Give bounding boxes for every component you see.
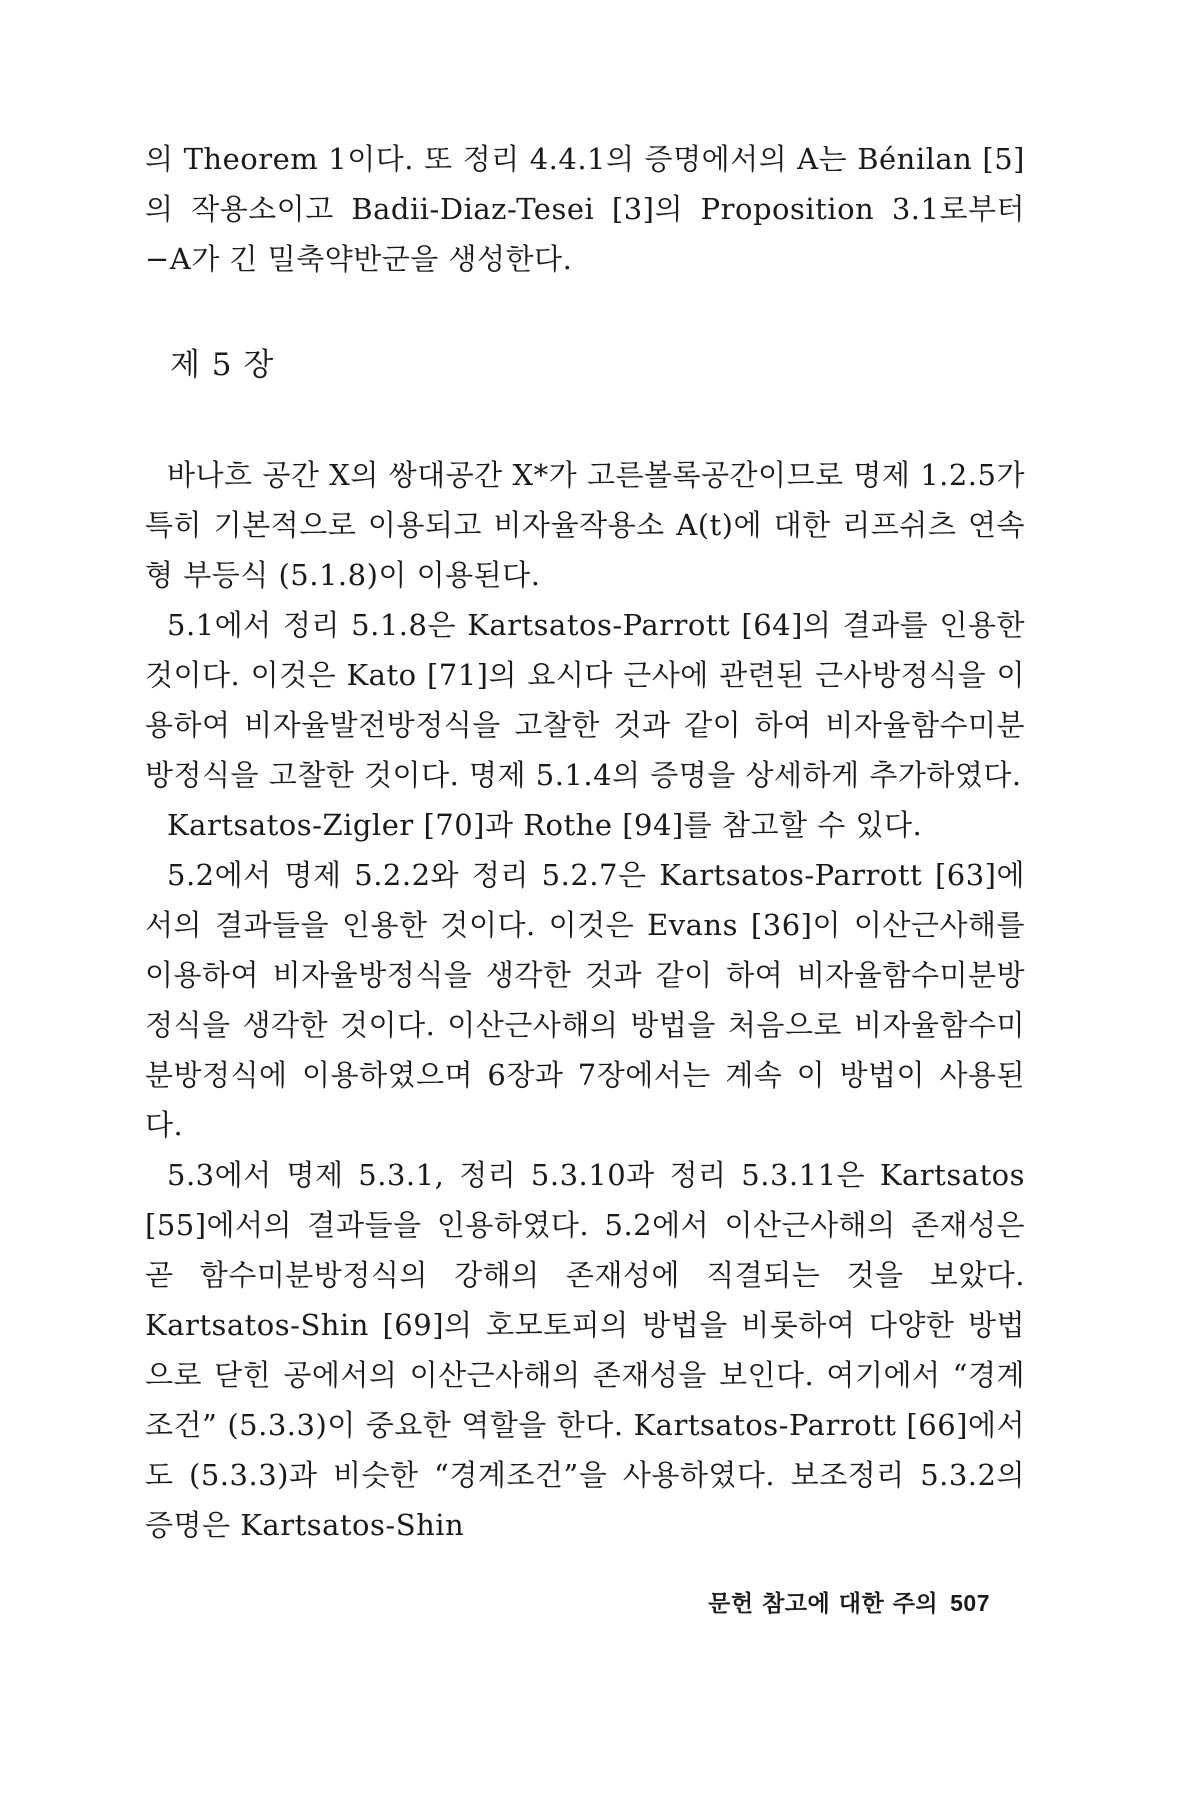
paragraph-2: 5.1에서 정리 5.1.8은 Kartsatos-Parrott [64]의 결과를 인용한 것이다. 이것은 Kato [71]의 요시다 근사에 관련된 근사방정식을 이용하여 비자율발전방정식을 고찰한 것과 같이 하여 비자율함수미분방정식을 고찰한 것이다. 명제 5.1.4의 증명을 상세하게 추가하였다.: [145, 608, 1025, 792]
paragraph-3: Kartsatos-Zigler [70]과 Rothe [94]를 참고할 수 있다.: [167, 808, 923, 842]
running-title: 문헌 참고에 대한 주의: [708, 1591, 939, 1617]
paragraph-4: 5.2에서 명제 5.2.2와 정리 5.2.7은 Kartsatos-Parrott [63]에서의 결과들을 인용한 것이다. 이것은 Evans [36]이 이산근사해를 이용하여 비자율방정식을 생각한 것과 같이 하여 비자율함수미분방정식을 생각한 것이다. 이산근사해의 방법을 처음으로 비자율함수미분방정식에 이용하였으며 6장과 7장에서는 계속 이 방법이 사용된다.: [145, 858, 1025, 1142]
intro-paragraph: 의 Theorem 1이다. 또 정리 4.4.1의 증명에서의 A는 Bénilan [5]의 작용소이고 Badii-Diaz-Tesei [3]의 Proposition 3.1로부터 −A가 긴 밀축약반군을 생성한다.: [145, 142, 1025, 276]
paragraph-1: 바나흐 공간 X의 쌍대공간 X*가 고른볼록공간이므로 명제 1.2.5가 특히 기본적으로 이용되고 비자율작용소 A(t)에 대한 리프쉬츠 연속형 부등식 (5.1.8)이 이용된다.: [145, 458, 1025, 592]
page-footer: [708, 1585, 990, 1618]
page-number: 507: [950, 1590, 990, 1616]
paragraph-5: 5.3에서 명제 5.3.1, 정리 5.3.10과 정리 5.3.11은 Kartsatos [55]에서의 결과들을 인용하였다. 5.2에서 이산근사해의 존재성은 곧 함수미분방정식의 강해의 존재성에 직결되는 것을 보았다. Kartsatos-Shin [69]의 호모토피의 방법을 비롯하여 다양한 방법으로 닫힌 공에서의 이산근사해의 존재성을 보인다. 여기에서 “경계조건” (5.3.3)이 중요한 역할을 한다. Kartsatos-Parrott [66]에서도 (5.3.3)과 비슷한 “경계조건”을 사용하였다. 보조정리 5.3.2의 증명은 Kartsatos-Shin: [145, 1158, 1025, 1542]
intro-paragraph-block: [145, 134, 1025, 284]
body-text: [145, 450, 1025, 1550]
chapter-heading: 제 5 장: [170, 347, 275, 383]
